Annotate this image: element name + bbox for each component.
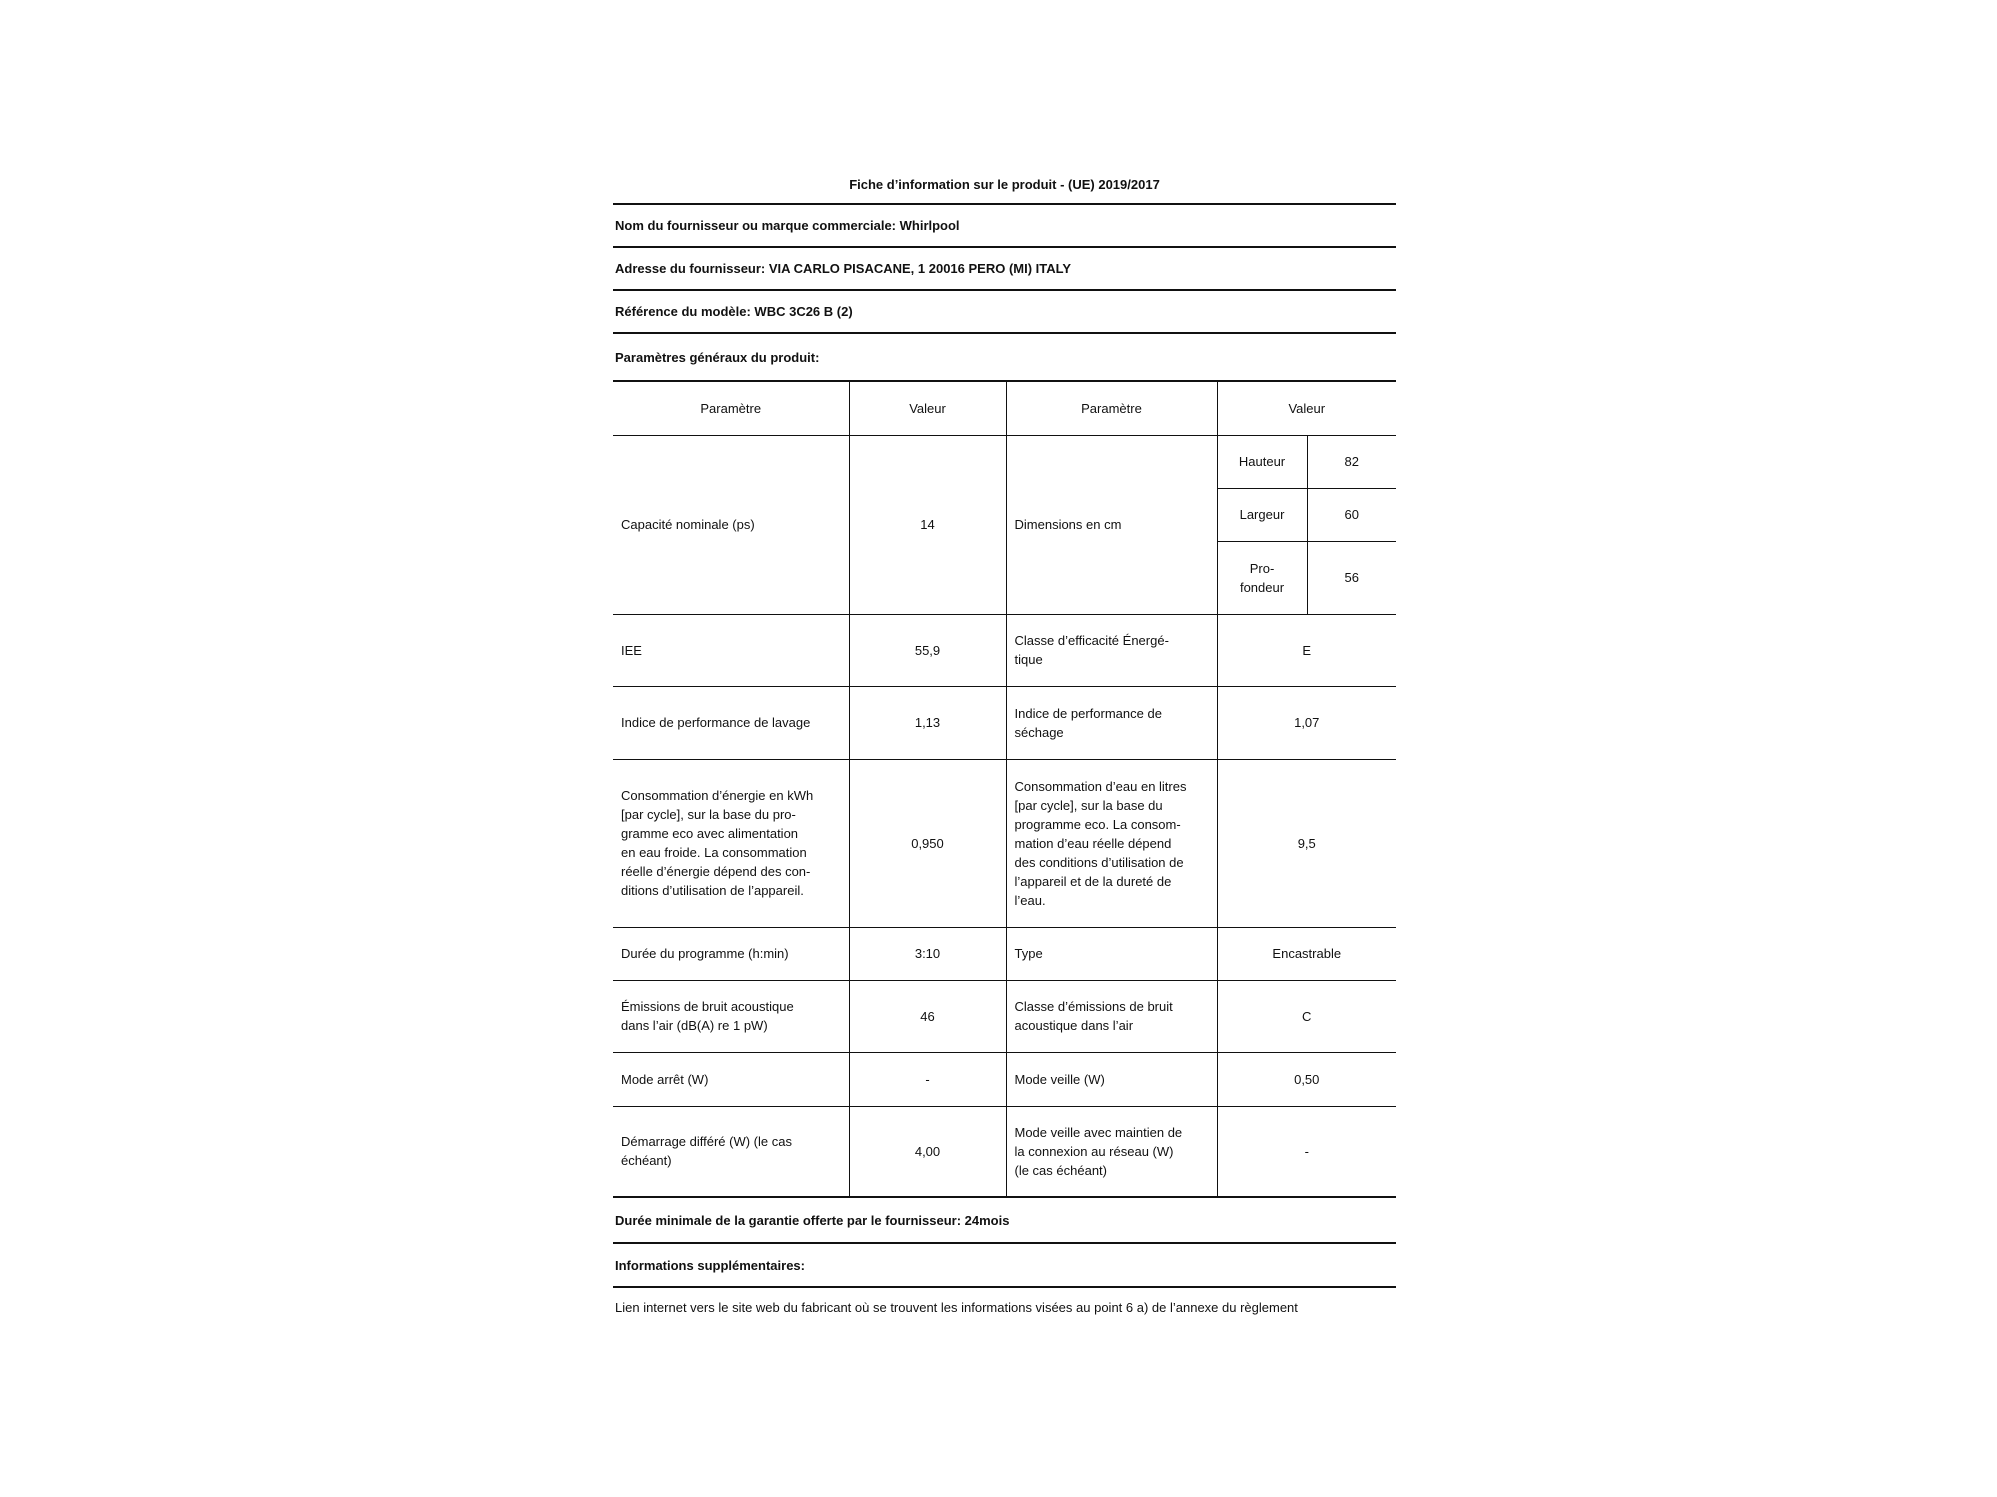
header-value-2: Valeur (1217, 381, 1396, 435)
header-parameter-1: Paramètre (613, 381, 849, 435)
noise-emission-label (613, 980, 849, 1052)
water-consumption-line: l’appareil et de la dureté de (1014, 873, 1172, 889)
parameters-table (613, 380, 1396, 1198)
supplier-name: Nom du fournisseur ou marque commerciale: Whirlpool (613, 203, 1396, 246)
document-title: Fiche d’information sur le produit - (UE) 2019/2017 (849, 177, 1160, 192)
header-parameter-2: Paramètre (1006, 381, 1217, 435)
water-consumption-value: 9,5 (1217, 759, 1396, 927)
network-standby-value: - (1217, 1106, 1396, 1197)
noise-emission-value: 46 (849, 980, 1006, 1052)
table-row (613, 614, 1396, 686)
energy-consumption-label (613, 759, 849, 927)
network-standby-label (1006, 1106, 1217, 1197)
water-consumption-line: Consommation d’eau en litres (1014, 778, 1187, 794)
energy-consumption-line: [par cycle], sur la base du pro- (621, 807, 796, 822)
capacity-value: 14 (849, 435, 1006, 614)
type-label: Type (1006, 927, 1217, 980)
energy-consumption-line: réelle d’énergie dépend des con- (621, 864, 811, 879)
iee-label: IEE (613, 614, 849, 686)
delayed-start-label-line-1: Démarrage différé (W) (le cas (621, 1134, 792, 1150)
type-value: Encastrable (1217, 927, 1396, 980)
off-mode-label: Mode arrêt (W) (613, 1052, 849, 1106)
program-duration-value: 3:10 (849, 927, 1006, 980)
network-standby-line: Mode veille avec maintien de (1014, 1124, 1183, 1140)
water-consumption-line: [par cycle], sur la base du (1014, 797, 1163, 813)
noise-emission-label-line-2: dans l’air (dB(A) re 1 pW) (621, 1018, 768, 1033)
energy-consumption-value: 0,950 (849, 759, 1006, 927)
energy-class-label-line-2: tique (1014, 652, 1043, 667)
dry-performance-label (1006, 686, 1217, 759)
wash-performance-value: 1,13 (849, 686, 1006, 759)
model-reference: Référence du modèle: WBC 3C26 B (2) (613, 289, 1396, 332)
delayed-start-label (613, 1106, 849, 1197)
energy-consumption-line: Consommation d’énergie en kWh (621, 788, 814, 803)
table-header-row (613, 381, 1396, 435)
water-consumption-label (1006, 759, 1217, 927)
table-row (613, 1106, 1396, 1197)
water-consumption-line: l’eau. (1014, 892, 1046, 908)
delayed-start-value: 4,00 (849, 1106, 1006, 1197)
energy-class-label (1006, 614, 1217, 686)
width-label: Largeur (1217, 488, 1307, 541)
program-duration-label: Durée du programme (h:min) (613, 927, 849, 980)
depth-label (1217, 541, 1307, 614)
depth-label-line-2: fondeur (1239, 579, 1285, 595)
dry-performance-value: 1,07 (1217, 686, 1396, 759)
noise-class-value: C (1217, 980, 1396, 1052)
iee-value: 55,9 (849, 614, 1006, 686)
supplier-address: Adresse du fournisseur: VIA CARLO PISACANE, 1 20016 PERO (MI) ITALY (613, 246, 1396, 289)
table-row (613, 759, 1396, 927)
off-mode-value: - (849, 1052, 1006, 1106)
table-row (613, 686, 1396, 759)
water-consumption-line: des conditions d’utilisation de (1014, 854, 1184, 870)
water-consumption-line: programme eco. La consom- (1014, 816, 1181, 832)
height-value: 82 (1307, 435, 1396, 488)
network-standby-line: la connexion au réseau (W) (1014, 1143, 1174, 1159)
warranty-duration: Durée minimale de la garantie offerte par le fournisseur: 24mois (615, 1212, 1010, 1228)
noise-emission-label-line-1: Émissions de bruit acoustique (621, 999, 794, 1014)
additional-info-heading: Informations supplémentaires: (613, 1242, 1396, 1286)
product-information-sheet (613, 170, 1396, 1315)
general-parameters-heading: Paramètres généraux du produit: (613, 332, 1396, 380)
capacity-label: Capacité nominale (ps) (613, 435, 849, 614)
dry-performance-label-line-2: séchage (1014, 724, 1064, 740)
standby-mode-value: 0,50 (1217, 1052, 1396, 1106)
depth-label-line-1: Pro- (1249, 560, 1275, 576)
dry-performance-label-line-1: Indice de performance de (1014, 705, 1162, 721)
table-row (613, 435, 1396, 488)
energy-consumption-line: gramme eco avec alimentation (621, 826, 799, 841)
standby-mode-label: Mode veille (W) (1006, 1052, 1217, 1106)
delayed-start-label-line-2: échéant) (621, 1153, 672, 1169)
table-row (613, 980, 1396, 1052)
width-value: 60 (1307, 488, 1396, 541)
energy-consumption-line: en eau froide. La consommation (621, 845, 807, 860)
noise-class-label-line-2: acoustique dans l’air (1014, 1018, 1134, 1033)
table-row (613, 927, 1396, 980)
wash-performance-label: Indice de performance de lavage (613, 686, 849, 759)
energy-consumption-line: ditions d’utilisation de l’appareil. (621, 883, 804, 898)
height-label: Hauteur (1217, 435, 1307, 488)
noise-class-label-line-1: Classe d’émissions de bruit (1014, 999, 1173, 1014)
table-row (613, 1052, 1396, 1106)
energy-class-label-line-1: Classe d’efficacité Énergé- (1014, 633, 1169, 648)
manufacturer-link-text: Lien internet vers le site web du fabricant où se trouvent les informations visées au point 6 a) de l’annexe du règlement (613, 1286, 1396, 1315)
energy-class-value: E (1217, 614, 1396, 686)
network-standby-line: (le cas échéant) (1014, 1162, 1107, 1178)
header-value-1: Valeur (849, 381, 1006, 435)
depth-value: 56 (1307, 541, 1396, 614)
noise-class-label (1006, 980, 1217, 1052)
water-consumption-line: mation d’eau réelle dépend (1014, 835, 1172, 851)
dimensions-label: Dimensions en cm (1006, 435, 1217, 614)
